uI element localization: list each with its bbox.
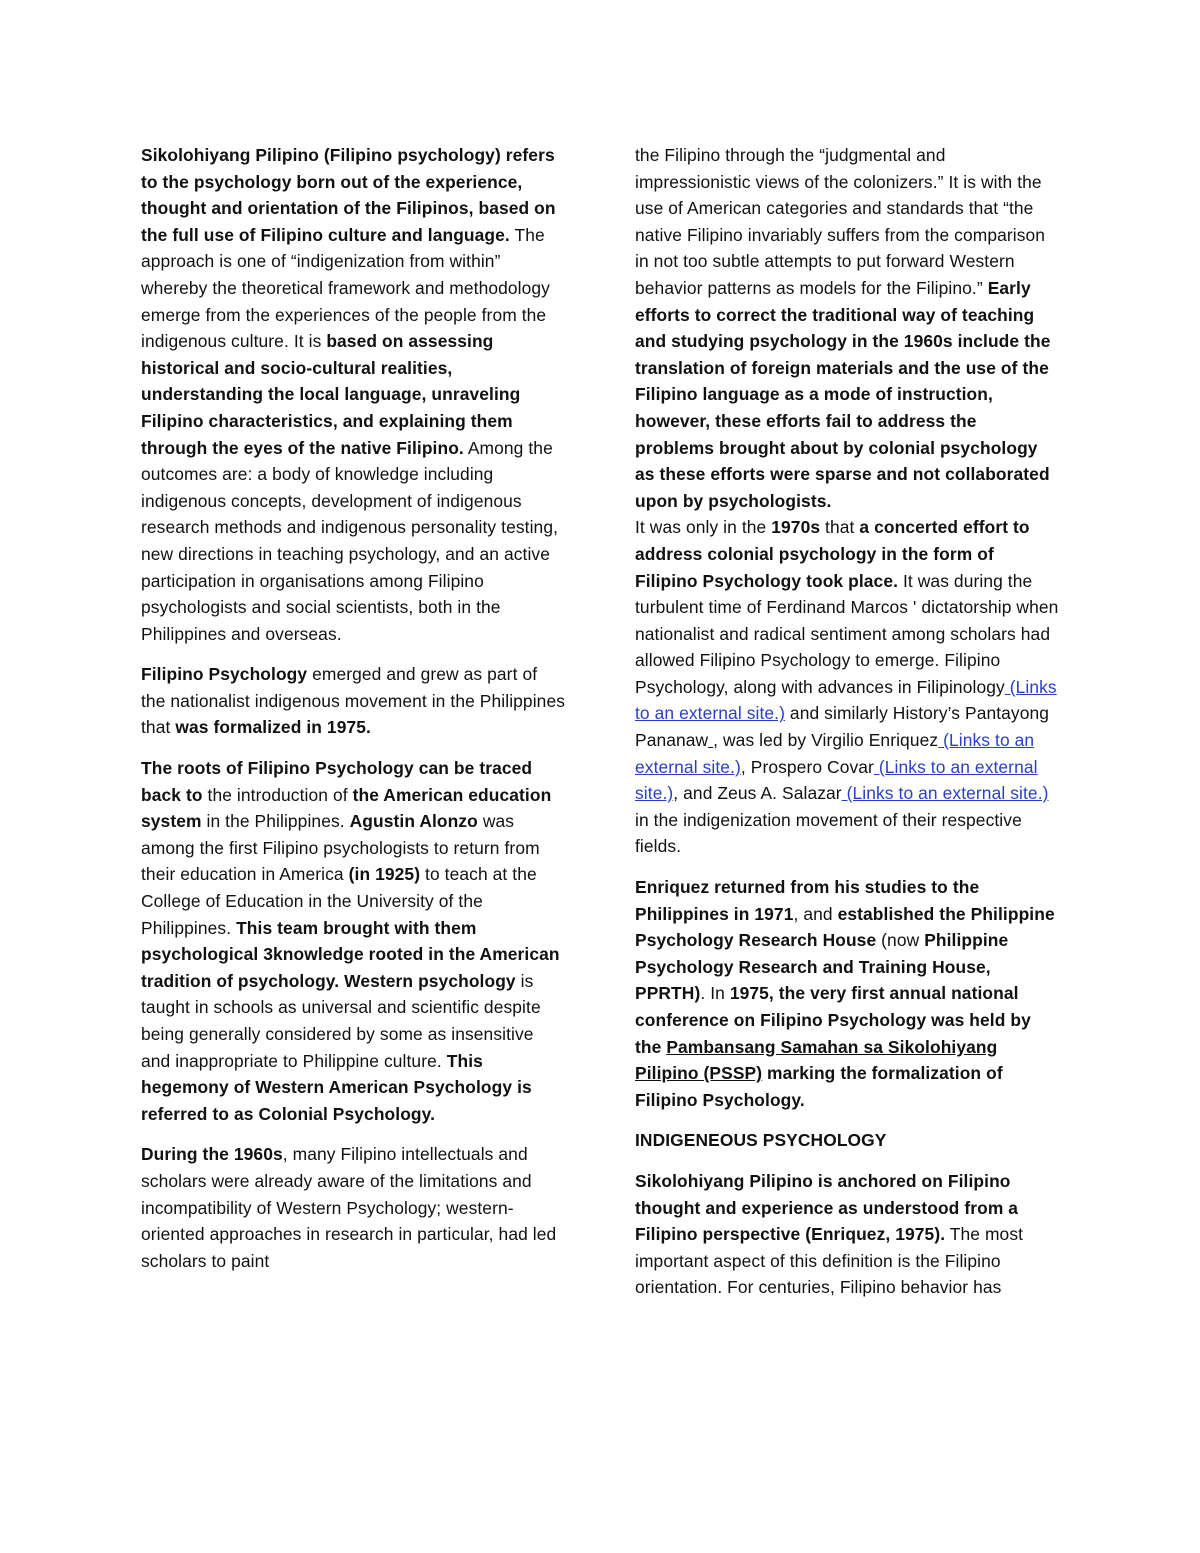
- body-text: was among the first Filipino psychologists to return from their education in America: [141, 811, 540, 885]
- body-text: in the indigenization movement of their respective fields.: [635, 809, 1022, 857]
- bold-text: was formalized in 1975.: [175, 717, 371, 738]
- bold-text: established the Philippine Psychology Research House: [635, 903, 1055, 951]
- bold-text: a concerted effort to address colonial psychology in the form of Filipino Psychology took place.: [635, 517, 1030, 591]
- body-text: , and Zeus A. Salazar: [673, 783, 842, 804]
- body-text: that: [820, 517, 860, 538]
- bold-text: the American education system: [141, 784, 552, 832]
- right-column: [635, 142, 1060, 1301]
- external-site-link[interactable]: (Links to an external site.): [841, 783, 1049, 804]
- body-text: . In: [700, 983, 730, 1004]
- body-text: The most important aspect of this definition is the Filipino orientation. For centuries, Filipino behavior has: [635, 1224, 1024, 1298]
- bold-text: 1970s: [771, 517, 821, 538]
- body-text: (now: [876, 930, 925, 951]
- body-text: the Filipino through the “judgmental and impressionistic views of the colonizers.” It is with the use of American categories and standards that “the native Filipino invariably suffers from the comparison in not too subtle attempts to put forward Western behavior patterns as models for the Filipino.”: [635, 145, 1046, 298]
- body-text: emerged and grew as part of the nationalist indigenous movement in the Philippines that: [141, 664, 566, 738]
- external-site-link[interactable]: (Links to an external site.): [635, 756, 1038, 804]
- bold-text: Pambansang Samahan sa Sikolohiyang Pilipino (PSSP): [635, 1036, 998, 1084]
- body-text: to teach at the College of Education in the University of the Philippines.: [141, 864, 537, 938]
- left-column: [141, 142, 566, 1274]
- external-site-link[interactable]: (Links to an external site.): [635, 676, 1057, 724]
- bold-text: The roots of Filipino Psychology can be traced back to: [141, 758, 533, 805]
- paragraph-definition: [141, 142, 566, 647]
- bold-text: Enriquez returned from his studies to the Philippines in 1971: [635, 877, 980, 924]
- bold-text: Early efforts to correct the traditional way of teaching and studying psychology in the 1960s include the translation of foreign materials and the use of the Filipino language as a mode of instruction, however, these efforts fail to address the problems brought about by colonial psychology as these efforts were sparse and not collaborated upon by psychologists.: [635, 277, 1051, 511]
- bold-text: Agustin Alonzo: [349, 811, 478, 832]
- body-text: is taught in schools as universal and scientific despite being generally considered by some as insensitive and inappropriate to Philippine culture.: [141, 970, 541, 1071]
- paragraph-roots: [141, 755, 566, 1127]
- body-text: , many Filipino intellectuals and scholars were already aware of the limitations and incompatibility of Western Psychology; western-oriented approaches in research in particular, had led scholars to paint: [141, 1144, 557, 1271]
- paragraph-1970s: [635, 514, 1060, 860]
- bold-text: During the 1960s: [141, 1144, 283, 1165]
- bold-text: Sikolohiyang Pilipino is anchored on Filipino thought and experience as understood from a Filipino perspective (Enriquez, 1975).: [635, 1170, 1019, 1245]
- bold-text: Filipino Psychology: [141, 664, 308, 685]
- body-text: It was during the turbulent time of Ferdinand Marcos ' dictatorship when nationalist and radical sentiment among scholars had allowed Filipino Psychology to emerge. Filipino Psychology, along with advances in Filipinology: [635, 570, 1059, 697]
- body-text: and similarly History’s Pantayong Pananaw: [635, 703, 1050, 751]
- paragraph-anchored: [635, 1168, 1060, 1301]
- bold-text: (in 1925): [348, 864, 421, 885]
- paragraph-1960s: [141, 1141, 566, 1274]
- section-heading: INDIGENEOUS PSYCHOLOGY: [635, 1130, 887, 1151]
- bold-text: This hegemony of Western American Psychology is referred to as Colonial Psychology.: [141, 1050, 532, 1124]
- body-text: , was led by Virgilio Enriquez: [713, 730, 939, 751]
- body-text: , Prospero Covar: [740, 756, 874, 777]
- paragraph-emergence: [141, 661, 566, 741]
- body-text: It was only in the: [635, 517, 772, 538]
- bold-text: This team brought with them psychological 3knowledge rooted in the American tradition of psychology. Western psychology: [141, 917, 560, 991]
- body-text: Among the outcomes are: a body of knowledge including indigenous concepts, development of indigenous research methods and indigenous personality testing, new directions in teaching psychology, and an active participation in organisations among Filipino psychologists and social scientists, both in the Philippines and overseas.: [141, 437, 559, 644]
- bold-text: 1975, the very first annual national conference on Filipino Psychology was held by the: [635, 983, 1031, 1057]
- body-text: in the Philippines.: [201, 811, 350, 832]
- body-text: The approach is one of “indigenization from within” whereby the theoretical framework and methodology emerge from the experiences of the people from the indigenous culture. It is: [141, 224, 550, 352]
- paragraph-colonizers-views: [635, 142, 1060, 514]
- bold-text: Philippine Psychology Research and Training House, PPRTH): [635, 930, 1009, 1004]
- paragraph-enriquez: [635, 874, 1060, 1113]
- body-text: the introduction of: [202, 784, 353, 805]
- bold-text: marking the formalization of Filipino Psychology.: [635, 1063, 1003, 1110]
- bold-text: based on assessing historical and socio-cultural realities, understanding the local language, unraveling Filipino characteristics, and explaining them through the eyes of the native Filipino.: [141, 331, 521, 458]
- bold-text: Sikolohiyang Pilipino (Filipino psychology) refers to the psychology born out of the experience, thought and orientation of the Filipinos, based on the full use of Filipino culture and language.: [141, 145, 556, 245]
- external-site-link[interactable]: (Links to an external site.): [635, 730, 1035, 777]
- body-text: , and: [793, 903, 838, 924]
